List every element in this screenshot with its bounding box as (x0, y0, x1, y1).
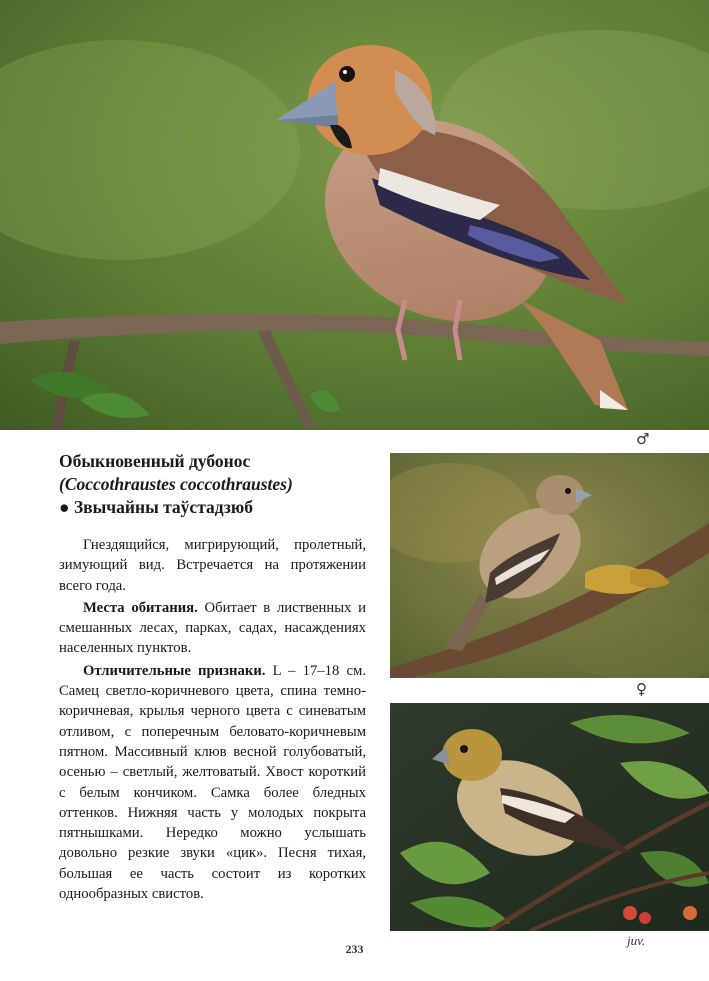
features-heading: Отличительные признаки. (83, 662, 266, 679)
page-number: 233 (345, 942, 364, 956)
caption-male-symbol: ♂ (636, 430, 650, 448)
caption-juvenile: juv. (627, 933, 646, 948)
habitat-heading: Места обитания. (83, 599, 198, 616)
caption-female-symbol: ♀ (636, 680, 647, 698)
features-text: L – 17–18 см. Самец светло-коричневого цвета, спина темно-коричневая, крылья черного цвета с синеватым отливом, с поперечным беловато-коричневым пятном. Массивный клюв весной голубоватый, осенью – светлый, желтоватый. Хвост короткий с белым кончиком. Самка более бледных оттенков. Нижняя часть у молодых покрыта пятнышками. Нередко можно услышать довольно резкие звуки «цик». Песня тихая, большая ее часть состоит из коротких однообразных свистов. (59, 662, 366, 903)
habitat-text: Обитает в лиственных и смешанных лесах, парках, садах, насаждениях населенных пунктов. (59, 599, 367, 657)
photo-female-hawfinch (390, 453, 709, 678)
photo-juvenile-hawfinch (390, 703, 709, 931)
article-body (59, 535, 366, 904)
species-name-by: ● Звычайны таўстадзюб (59, 497, 253, 517)
habitat-paragraph (59, 598, 366, 659)
features-paragraph (59, 661, 366, 905)
species-name-latin: (Coccothraustes coccothraustes) (59, 474, 293, 494)
status-text: Гнездящийся, мигрирующий, пролетный, зимующий вид. Встречается на протяжении всего года. (59, 537, 366, 594)
species-title (59, 450, 366, 519)
photo-male-hawfinch (0, 0, 709, 430)
species-article (59, 450, 366, 904)
status-paragraph (59, 535, 366, 596)
species-name-ru: Обыкновенный дубонос (59, 451, 251, 471)
